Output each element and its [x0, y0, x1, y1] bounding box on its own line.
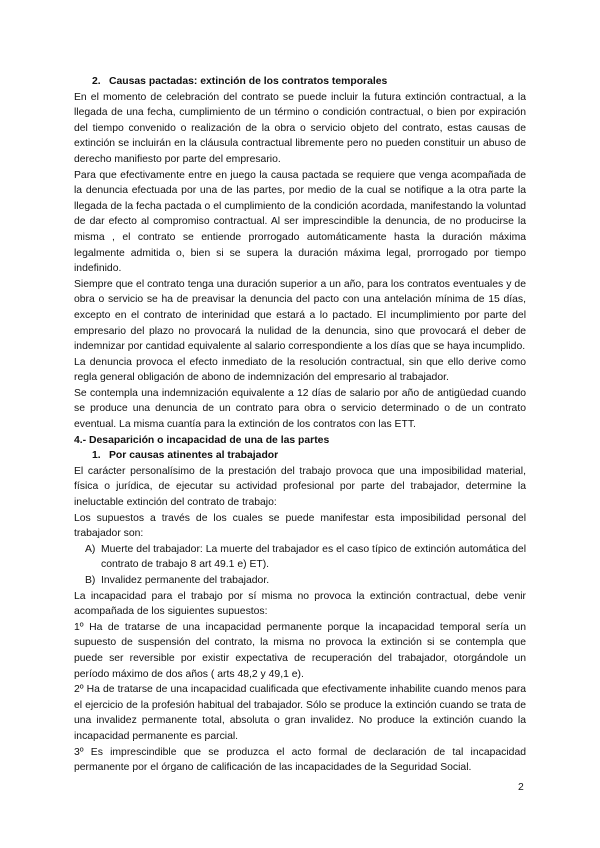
- section-2-heading: [74, 74, 526, 90]
- list-item: [74, 542, 526, 573]
- list-item-text: Muerte del trabajador: La muerte del trabajador es el caso típico de extinción automática del contrato de trabajo 8 art 49.1 e) ET).: [101, 543, 526, 571]
- section-4-1-paragraph: 3º Es imprescindible que se produzca el acto formal de declaración de tal incapacidad permanente por el órgano de calificación de las incapacidades de la Seguridad Social.: [74, 746, 526, 774]
- section-4-1-paragraph: 2º Ha de tratarse de una incapacidad cualificada que efectivamente inhabilite cuando menos para el ejercicio de la profesión habitual del trabajador. Sólo se produce la extinción cuando se trata de una invalidez permanente total, absoluta o gran invalidez. No produce la extinción cuando la incapacidad permanente es parcial.: [74, 684, 526, 742]
- section-4-1-paragraph: La incapacidad para el trabajo por sí misma no provoca la extinción contractual, debe venir acompañada de los siguientes supuestos:: [74, 590, 526, 618]
- section-4-1-paragraph: El carácter personalísimo de la prestación del trabajo provoca que una imposibilidad material, física o jurídica, de ejecutar su actividad profesional por parte del trabajador, determine la ineluctable extinción del contrato de trabajo:: [74, 465, 526, 509]
- document-page: [74, 74, 526, 776]
- section-2-title: Causas pactadas: extinción de los contratos temporales: [109, 76, 388, 87]
- section-2-paragraph: Para que efectivamente entre en juego la causa pactada se requiere que venga acompañada de la denuncia efectuada por una de las partes, por medio de la cual se notifique a la otra parte la llegada de la fecha pactada o el cumplimiento de la condición acordada, manifestando la voluntad de dar efecto al compromiso contractual. Al ser imprescindible la denuncia, de no producirse la misma , el contrato se entiende prorrogado automáticamente hasta la duración máxima legalmente admitida o, bien si se supera la duración máxima legal, prorrogado por tiempo indefinido.: [74, 169, 526, 275]
- section-4-1-heading: [74, 448, 526, 464]
- section-4-1-paragraph: 1º Ha de tratarse de una incapacidad permanente porque la incapacidad temporal sería un supuesto de suspensión del contrato, la misma no provoca la extinción si se contempla que puede ser reversible por existir expectativa de recuperación del trabajador, otorgándole un período máximo de dos años ( arts 48,2 y 49,1 e).: [74, 621, 526, 680]
- list-item-text: Invalidez permanente del trabajador.: [101, 575, 270, 586]
- list-item-label: B): [85, 575, 96, 586]
- section-4-1-paragraph: Los supuestos a través de los cuales se puede manifestar esta imposibilidad personal del trabajador son:: [74, 512, 526, 540]
- section-2-paragraph: Siempre que el contrato tenga una duración superior a un año, para los contratos eventuales y de obra o servicio se ha de preavisar la denuncia del pacto con una antelación mínima de 15 días, excepto en el contrato de interinidad que estará a lo pactado. El incumplimiento por parte del empresario del plazo no provocará la nulidad de la denuncia, sino que provocará el deber de indemnizar por cantidad equivalente al salario correspondiente a los días que se haya incumplido.: [74, 278, 526, 353]
- section-2-number: 2.: [92, 76, 101, 87]
- section-4-1-number: 1.: [92, 450, 101, 462]
- list-item: [74, 573, 526, 589]
- section-4-1-title: Por causas atinentes al trabajador: [109, 450, 279, 462]
- list-item-label: A): [85, 543, 96, 555]
- section-2-paragraph: Se contempla una indemnización equivalente a 12 días de salario por año de antigüedad cuando se produce una denuncia de un contrato para obra o servicio determinado o de un contrato eventual. La misma cuantía para la extinción de los contratos con las ETT.: [74, 387, 526, 431]
- page-number: 2: [518, 782, 524, 793]
- section-4-heading: 4.- Desaparición o incapacidad de una de las partes: [74, 434, 330, 446]
- section-2-paragraph: La denuncia provoca el efecto inmediato de la resolución contractual, sin que ello derive como regla general obligación de abono de indemnización del empresario al trabajador.: [74, 356, 526, 384]
- section-2-paragraph: En el momento de celebración del contrato se puede incluir la futura extinción contractual, a la llegada de una fecha, cumplimiento de un término o condición contractual, o bien por expiración del tiempo convenido o realización de la obra o servicio objeto del contrato, estas causas de extinción se incluirán en la cláusula contractual libremente pero no pueden constituir un abuso de derecho manifiesto por parte del empresario.: [74, 91, 526, 165]
